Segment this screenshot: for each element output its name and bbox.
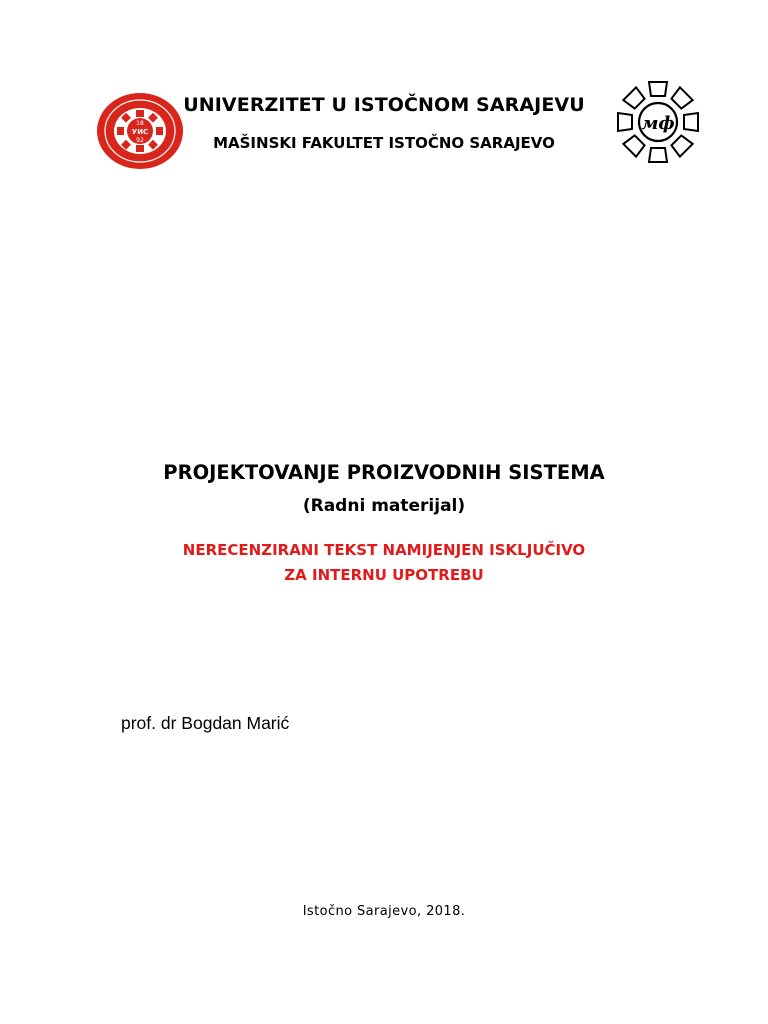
author-name: prof. dr Bogdan Marić [121, 713, 290, 733]
document-title: PROJEKTOVANJE PROIZVODNIH SISTEMA [163, 461, 605, 484]
university-title: UNIVERZITET U ISTOČNOM SARAJEVU [183, 94, 585, 116]
emblem-text: мф [641, 113, 675, 134]
notice-line-2: ZA INTERNU UPOTREBU [284, 566, 484, 584]
faculty-name: MAŠINSKI FAKULTET ISTOČNO SARAJEVO [213, 134, 555, 152]
internal-use-notice [0, 538, 768, 588]
seal-text-top: 18 [136, 120, 144, 127]
document-subtitle: (Radni materijal) [302, 496, 466, 516]
seal-text-mid: УИС [131, 128, 149, 136]
notice-line-1: NERECENZIRANI TEKST NAMIJENJEN ISKLJUČIVO [182, 541, 586, 559]
place-and-date: Istočno Sarajevo, 2018. [302, 904, 466, 919]
seal-text-bottom: 92 [136, 137, 144, 144]
